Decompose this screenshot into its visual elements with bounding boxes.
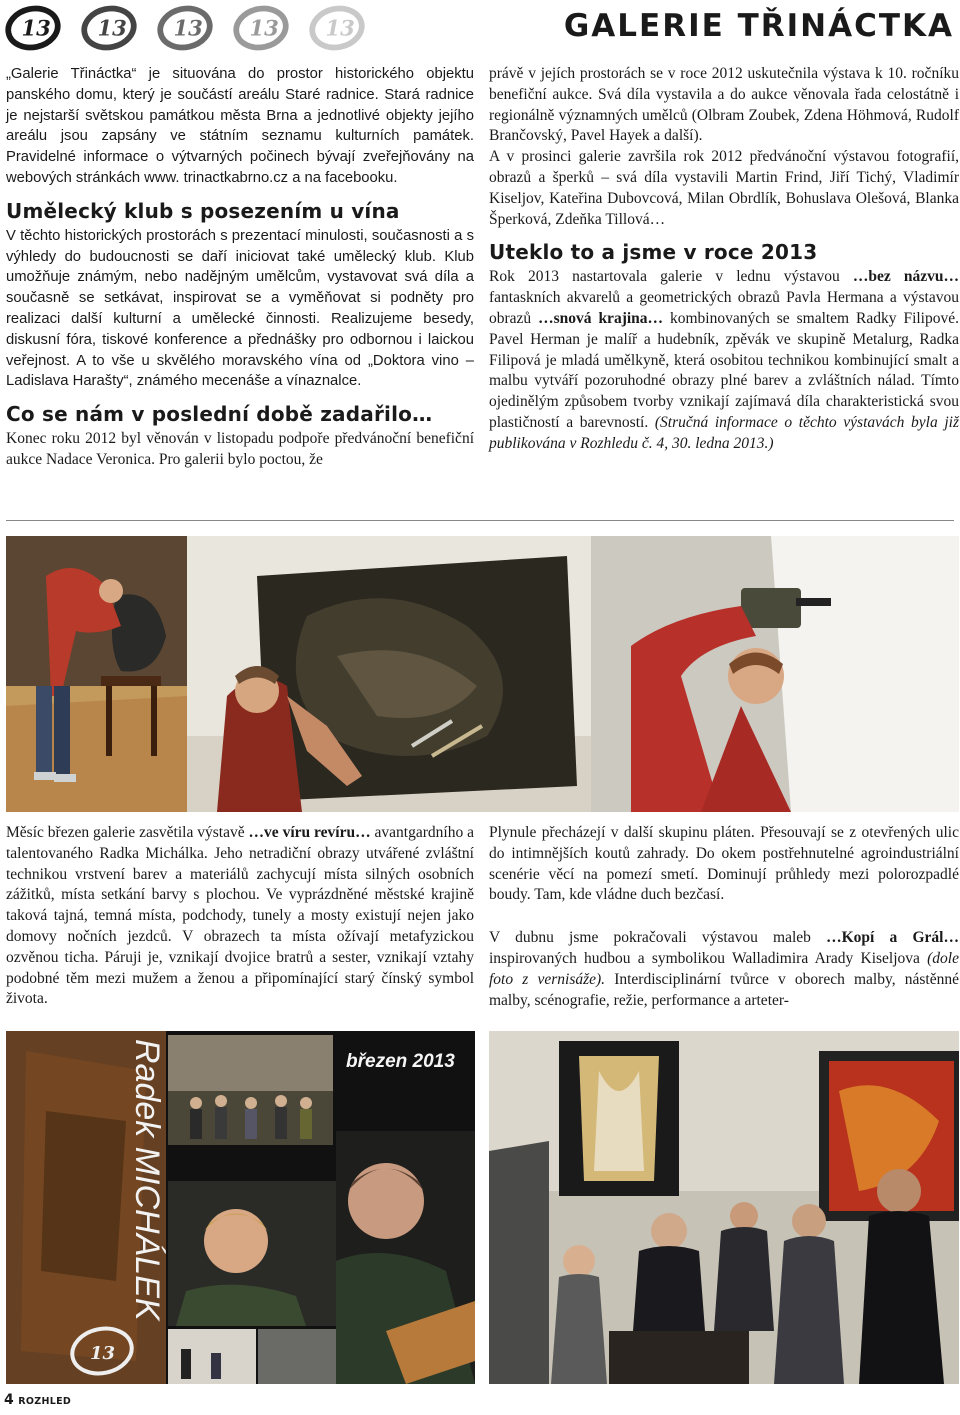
gallery-13-logo-icon: [4, 4, 62, 52]
text-run: V dubnu jsme pokračovali výstavou maleb: [489, 929, 827, 947]
photo-collage-michalek: [6, 1031, 475, 1384]
collage-artist-name: Radek MICHÁLEK: [128, 1039, 166, 1321]
text-run: Interdisciplinární tvůrce v oborech malby, nástěnné malby, scénografie, režie, performance a arteter-: [489, 970, 959, 1009]
intro-paragraph: „Galerie Třináctka“ je situována do prostor historického objektu panského domu, který je součástí areálu Staré radnice. Stará radnice je nejstarší světskou památkou města Brna a jednotlivé objekty jejího areálu jsou zapsány ve státním seznamu kulturních památek. Pravidelné informace o výtvarných počinech bývají zveřejňovány na webových stránkách www. trinactkabrno.cz a na facebooku.: [6, 66, 474, 186]
gallery-13-logo-icon: [232, 4, 290, 52]
text-run: kombinovaných se smaltem Radky Filipové. Pavel Herman je malíř a hudebník, zpěvák ve skupině Metalurg, Radka Filipová je mladá umělkyně, která osobitou technikou kombinující smalt a malbu vytváří pozoruhodné obrazy plné barev a zvláštních nálad. Tímto ojedinělým způsobem tvorby vznikají zajímavá díla charakteristická svou plastičností a barevností.: [489, 309, 959, 431]
collage-logo-text: 13: [90, 1343, 116, 1364]
section-heading-club: Umělecký klub s posezením u vína: [6, 198, 400, 223]
exhibition-title: …bez názvu…: [852, 268, 959, 286]
section-heading-2013: Uteklo to a jsme v roce 2013: [489, 240, 818, 265]
logo-text: 13: [21, 15, 51, 41]
text-run: Rok 2013 nastartovala galerie v lednu výstavou: [489, 268, 853, 286]
photo-vernissage: [489, 1031, 959, 1384]
recent-paragraph: Konec roku 2012 byl věnován v listopadu podpoře předvánoční benefiční aukce Nadace Veronica. Pro galerii bylo poctou, že: [6, 430, 474, 468]
collage-month-label: březen 2013: [346, 1051, 455, 1072]
auction-paragraph: právě v jejích prostorách se v roce 2012 uskutečnila výstava k 10. ročníku benefiční aukce. Svá díla vystavila a do aukce věnovala řada celostátně i regionálně významných umělců (Olbram Zoubek, Zdena Höhmová, Rudolf Brančovský, Pavel Hayek a další).: [489, 65, 959, 145]
magazine-name: ROZHLED: [18, 1396, 72, 1407]
text-run: Měsíc březen galerie zasvětila výstavě: [6, 824, 249, 841]
publication-note: (Stručná informace o těchto výstavách byla již publikována v Rozhledu č. 4, 30. ledna 2013.): [489, 413, 959, 452]
gallery-13-logo-icon: [80, 4, 138, 52]
page-number: 4: [4, 1392, 14, 1408]
gallery-13-logo-icon: [308, 4, 366, 52]
march-exhibition-paragraph: [6, 823, 474, 1010]
page-title: GALERIE TŘINÁCTKA: [563, 8, 954, 44]
exhibition-title: …Kopí a Grál…: [826, 929, 959, 947]
logo-text: 13: [249, 15, 279, 41]
paragraph-gap: [489, 906, 959, 928]
photo-man-with-sculpture: [6, 536, 187, 812]
year-2013-paragraph: [489, 267, 959, 454]
logo-text: 13: [97, 15, 127, 41]
logo-text: 13: [173, 15, 203, 41]
photo-note: (dole foto z vernisáže).: [489, 949, 959, 988]
text-run: inspirovaných hudbou a symbolikou Walladimira Arady Kiseljova: [489, 949, 928, 967]
gallery-logo-row: [4, 2, 384, 54]
text-run: fantaskních akvarelů a geometrických obrazů Pavla Hermana a výstavou obrazů: [489, 289, 959, 327]
club-paragraph: V těchto historických prostorách s prezentací minulosti, současnosti a s výhledy do budoucnosti se daří iniciovat také umělecký klub. Klub umožňuje známým, nebo nadějným umělcům, vystavovat svá díla a současně se setkávat, inspirovat se a vyměňovat si podněty pro realizaci další kulturní a umělecké činnosti. Realizujeme besedy, diskusní fóra, tiskové konference a přednášky pro odbornou i laickou veřejnost. A to vše u skvělého moravského vína od „Doktora vino – Ladislava Harašty“, známého mecenáše a vínaznalce.: [6, 227, 474, 390]
december-paragraph: A v prosinci galerie završila rok 2012 předvánoční výstavou fotografií, obrazů a šperků – svá díla vystavili Martin Frind, Jiří Tichý, Vladimír Kiseljov, Kateřina Dubovcová, Milan Obrdlík, Bohuslava Olešová, Blanka Šperková, Zdeňka Tillová…: [489, 148, 959, 228]
april-exhibition-paragraph: [489, 928, 959, 1011]
article-column-bottom-left: [6, 823, 474, 1010]
section-heading-recent: Co se nám v poslední době zadařilo…: [6, 402, 433, 427]
gallery-13-logo-icon: [156, 4, 214, 52]
photo-hanging-painting: [187, 536, 591, 812]
text-run: avantgardního a talentovaného Radka Michálka. Jeho netradiční obrazy utvářené zvláštní technikou vrstvení barev a materiálů zachycují místa silných osobních zážitků, místa setkání barvy s plochou. Ve vyprázdněné městské krajině taková tajná, temná místa, podchody, tunely a mosty existují nejen jako domovy nočních jezdců. V obrazech ta místa ožívají metafyzickou ozvěnou ticha. Páruji je, vznikají dvojice bratrů a sester, vznikají vztahy podobné těm mezi mužem a ženou a připomínající starý čínský symbol života.: [6, 824, 474, 1008]
article-column-top-left: [6, 64, 474, 471]
logo-text: 13: [325, 15, 355, 41]
page-footer: [4, 1392, 71, 1408]
exhibition-title: …snová krajina…: [538, 309, 664, 327]
exhibition-title: …ve víru revíru…: [248, 824, 371, 841]
paintings-paragraph: Plynule přecházejí v další skupinu pláten. Přesouvají se z otevřených ulic do intimnějších koutů zahrady. Do okem postřehnutelné agroindustriální scenérie věcí na pomezí smetí. Dominují průhledy mezi polorozpadlé boudy. Tam, kde vládne duch bezčasí.: [489, 824, 959, 904]
article-column-top-right: [489, 64, 959, 455]
photo-drilling-wall: [591, 536, 959, 812]
section-divider: [6, 520, 954, 521]
article-column-bottom-right: [489, 823, 959, 1011]
